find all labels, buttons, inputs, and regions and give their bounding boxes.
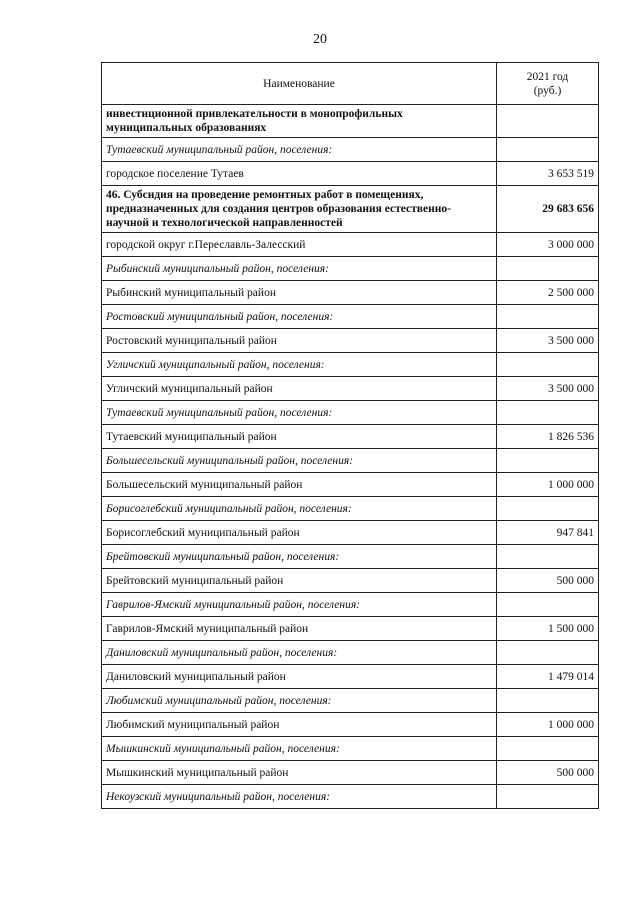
row-amount (497, 257, 599, 281)
header-name: Наименование (102, 63, 497, 105)
header-amount-unit: (руб.) (533, 84, 562, 97)
table-row (102, 737, 599, 761)
table-row (102, 689, 599, 713)
row-amount (497, 737, 599, 761)
row-amount (497, 353, 599, 377)
row-name: Ростовский муниципальный район (102, 329, 497, 353)
row-amount (497, 305, 599, 329)
row-amount: 500 000 (497, 569, 599, 593)
table-row (102, 617, 599, 641)
row-name: Тутаевский муниципальный район, поселения: (102, 138, 497, 162)
row-amount: 1 826 536 (497, 425, 599, 449)
table-row (102, 186, 599, 233)
row-amount: 3 653 519 (497, 162, 599, 186)
table-row (102, 569, 599, 593)
row-name: инвестиционной привлекательности в монопрофильных муниципальных образованиях (102, 105, 497, 138)
table-row (102, 497, 599, 521)
table-row (102, 425, 599, 449)
table-row (102, 281, 599, 305)
header-row (102, 63, 599, 105)
row-amount (497, 785, 599, 809)
row-amount (497, 497, 599, 521)
row-name: Борисоглебский муниципальный район, поселения: (102, 497, 497, 521)
header-amount-year: 2021 год (526, 70, 569, 83)
row-amount (497, 105, 599, 138)
row-name: Любимский муниципальный район, поселения: (102, 689, 497, 713)
table-row (102, 521, 599, 545)
row-amount (497, 593, 599, 617)
row-name: Гаврилов-Ямский муниципальный район (102, 617, 497, 641)
row-amount: 1 000 000 (497, 473, 599, 497)
row-name: Брейтовский муниципальный район, поселения: (102, 545, 497, 569)
row-name: Мышкинский муниципальный район, поселения: (102, 737, 497, 761)
table-row (102, 593, 599, 617)
table-row (102, 233, 599, 257)
row-name: Даниловский муниципальный район, поселения: (102, 641, 497, 665)
table-row (102, 329, 599, 353)
row-amount: 1 000 000 (497, 713, 599, 737)
row-amount: 947 841 (497, 521, 599, 545)
table-row (102, 257, 599, 281)
row-name: Мышкинский муниципальный район (102, 761, 497, 785)
table-row (102, 785, 599, 809)
row-name: Угличский муниципальный район (102, 377, 497, 401)
row-amount: 1 479 014 (497, 665, 599, 689)
row-amount (497, 641, 599, 665)
table-row (102, 305, 599, 329)
table-row (102, 401, 599, 425)
row-name: Тутаевский муниципальный район, поселения: (102, 401, 497, 425)
row-name: Рыбинский муниципальный район, поселения: (102, 257, 497, 281)
row-amount (497, 545, 599, 569)
table-row (102, 105, 599, 138)
table-row (102, 665, 599, 689)
row-name: городской округ г.Переславль-Залесский (102, 233, 497, 257)
table-body (102, 105, 599, 809)
row-name: Даниловский муниципальный район (102, 665, 497, 689)
row-amount: 29 683 656 (497, 186, 599, 233)
table-row (102, 353, 599, 377)
row-amount: 500 000 (497, 761, 599, 785)
row-name: Гаврилов-Ямский муниципальный район, поселения: (102, 593, 497, 617)
row-amount (497, 689, 599, 713)
row-name: Угличский муниципальный район, поселения: (102, 353, 497, 377)
table-row (102, 138, 599, 162)
row-name: 46. Субсидия на проведение ремонтных работ в помещениях, предназначенных для создания центров образования естественно-научной и технологической направленностей (102, 186, 497, 233)
table-row (102, 449, 599, 473)
row-name: Ростовский муниципальный район, поселения: (102, 305, 497, 329)
table-row (102, 761, 599, 785)
row-amount: 3 500 000 (497, 329, 599, 353)
table-row (102, 473, 599, 497)
budget-table (101, 62, 599, 809)
row-name: Некоузский муниципальный район, поселения: (102, 785, 497, 809)
row-amount (497, 449, 599, 473)
row-name: Борисоглебский муниципальный район (102, 521, 497, 545)
row-amount: 3 000 000 (497, 233, 599, 257)
row-name: Брейтовский муниципальный район (102, 569, 497, 593)
table-row (102, 641, 599, 665)
row-amount: 3 500 000 (497, 377, 599, 401)
table-header (102, 63, 599, 105)
row-name: Любимский муниципальный район (102, 713, 497, 737)
row-amount: 1 500 000 (497, 617, 599, 641)
page-number: 20 (313, 32, 327, 47)
header-amount (497, 63, 599, 105)
row-name: Рыбинский муниципальный район (102, 281, 497, 305)
row-name: Большесельский муниципальный район (102, 473, 497, 497)
row-name: Тутаевский муниципальный район (102, 425, 497, 449)
row-amount: 2 500 000 (497, 281, 599, 305)
table-row (102, 162, 599, 186)
row-name: Большесельский муниципальный район, поселения: (102, 449, 497, 473)
table-row (102, 377, 599, 401)
row-amount (497, 138, 599, 162)
row-name: городское поселение Тутаев (102, 162, 497, 186)
row-amount (497, 401, 599, 425)
table-row (102, 545, 599, 569)
table-row (102, 713, 599, 737)
